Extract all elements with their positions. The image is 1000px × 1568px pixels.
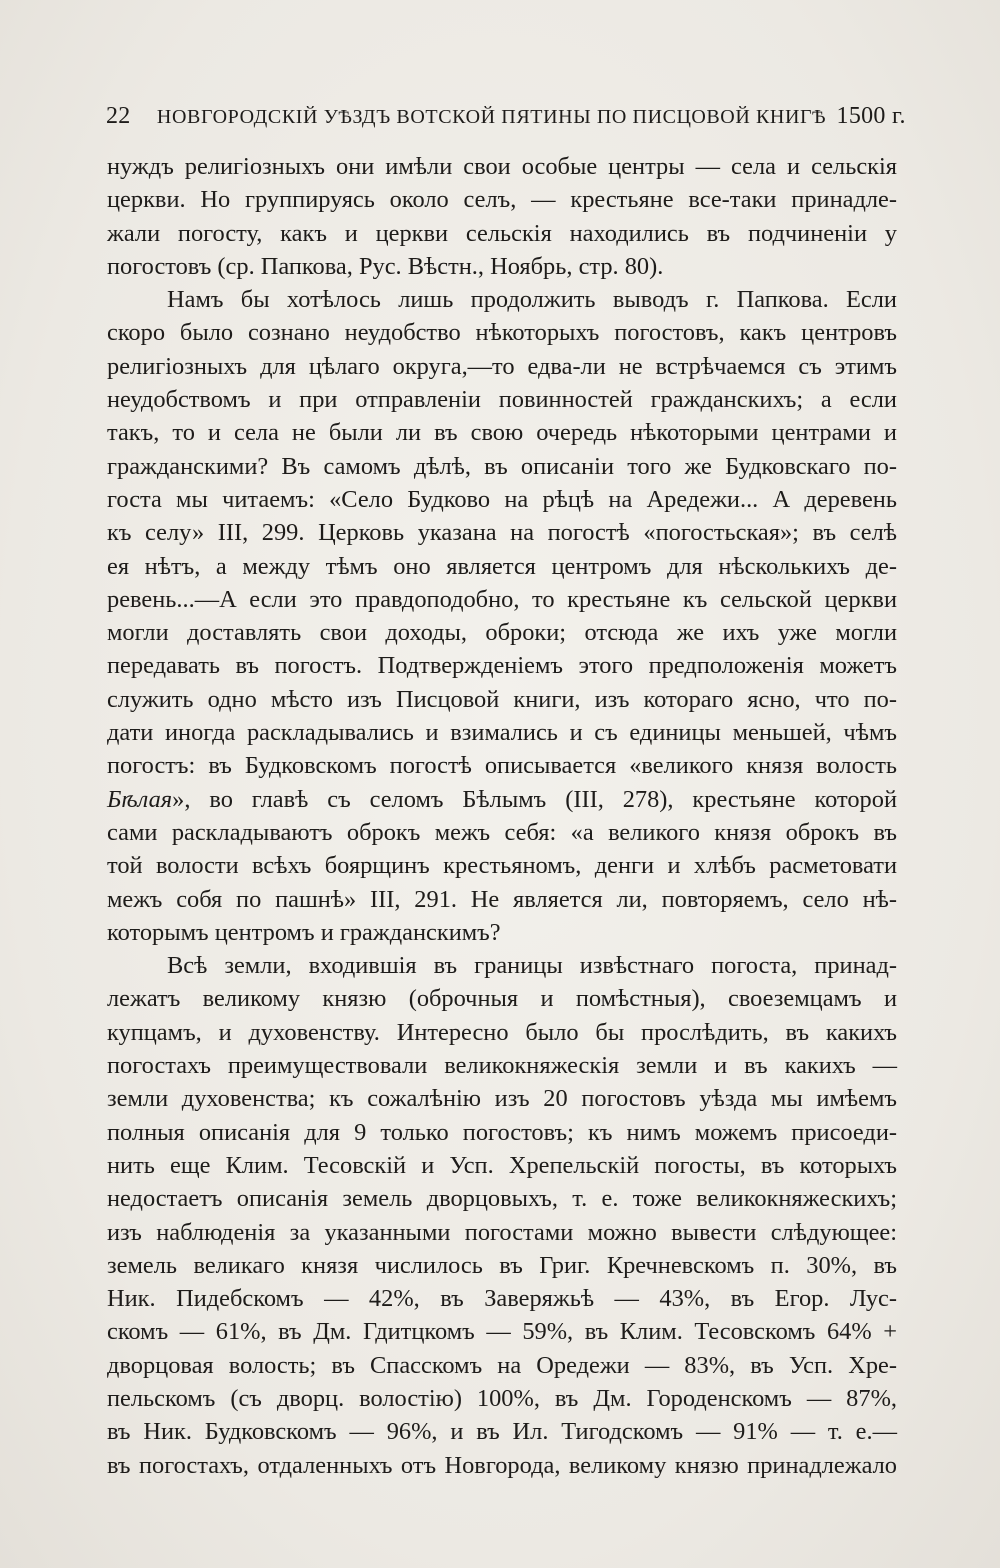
text-line: лежатъ великому князю (оброчныя и помѣстныя), своеземцамъ и	[107, 985, 897, 1013]
text-line: ревень...—А если это правдоподобно, то крестьяне къ сельской церкви	[107, 585, 897, 613]
text-line: Ник. Пидебскомъ — 42%, въ Заверяжьѣ — 43%, въ Егор. Лус-	[107, 1285, 897, 1313]
text-line: полныя описанія для 9 только погостовъ; къ нимъ можемъ присоеди-	[107, 1118, 897, 1146]
text-line: неудобствомъ и при отправленіи повинностей гражданскихъ; а если	[107, 386, 897, 414]
text-line: той волости всѣхъ боярщинъ крестьяномъ, денги и хлѣбъ расметовати	[107, 852, 897, 880]
italic-word: Бѣлая	[107, 785, 173, 813]
text-line: гражданскими? Въ самомъ дѣлѣ, въ описаніи того же Будковскаго по-	[107, 452, 897, 480]
text-line: погостахъ преимуществовали великокняжескія земли и въ какихъ —	[107, 1052, 897, 1080]
running-title: НОВГОРОДСКІЙ УѢЗДЪ ВОТСКОЙ ПЯТИНЫ ПО ПИСЦОВОЙ КНИГѢ	[156, 106, 827, 128]
text-line: жали погосту, какъ и церкви сельскія находились въ подчиненіи у	[107, 219, 897, 247]
text-line: купцамъ, и духовенству. Интересно было бы прослѣдить, въ какихъ	[107, 1018, 897, 1046]
text-line: дворцовая волость; въ Спасскомъ на Оредежи — 83%, въ Усп. Хре-	[107, 1351, 897, 1379]
text-line-italic	[107, 783, 897, 816]
text-line: такъ, то и села не были ли въ свою очередь нѣкоторыми центрами и	[107, 419, 897, 447]
text-line: нить еще Клим. Тесовскій и Усп. Хрепельскій погосты, въ которыхъ	[107, 1151, 897, 1179]
text-line: передавать въ погостъ. Подтвержденіемъ этого предположенія можетъ	[107, 652, 897, 680]
text-line: Намъ бы хотѣлось лишь продолжить выводъ г. Папкова. Если	[167, 286, 897, 314]
text-line: къ селу» III, 299. Церковь указана на погостѣ «погостьская»; въ селѣ	[107, 519, 897, 547]
text-line: въ Ник. Будковскомъ — 96%, и въ Ил. Тигодскомъ — 91% — т. е.—	[107, 1418, 897, 1446]
text-line: Всѣ земли, входившія въ границы извѣстнаго погоста, принад-	[167, 952, 897, 980]
text-line: служить одно мѣсто изъ Писцовой книги, изъ котораго ясно, что по-	[107, 685, 897, 713]
text-line: которымъ центромъ и гражданскимъ?	[107, 918, 501, 946]
text-line-rest: », во главѣ съ селомъ Бѣлымъ (III, 278), крестьяне которой	[172, 785, 897, 813]
text-line: изъ наблюденія за указанными погостами можно вывести слѣдующее:	[107, 1218, 897, 1246]
text-line: нуждъ религіозныхъ они имѣли свои особые центры — села и сельскія	[107, 153, 897, 180]
text-line: въ погостахъ, отдаленныхъ отъ Новгорода, великому князю принадлежало	[107, 1451, 897, 1479]
text-line: церкви. Но группируясь около селъ, — крестьяне все-таки принадле-	[107, 186, 897, 214]
running-title-year: 1500 г.	[836, 103, 906, 129]
text-line: госта мы читаемъ: «Село Будково на рѣцѣ на Аредежи... А деревень	[107, 485, 897, 513]
text-line: скомъ — 61%, въ Дм. Гдитцкомъ — 59%, въ Клим. Тесовскомъ 64% +	[107, 1318, 897, 1346]
body-text	[107, 150, 897, 1482]
text-line: сами раскладываютъ оброкъ межъ себя: «а великого князя оброкъ въ	[107, 818, 897, 846]
text-line: погостъ: въ Будковскомъ погостѣ описывается «великого князя волость	[107, 752, 897, 780]
text-line: межъ собя по пашнѣ» III, 291. Не является ли, повторяемъ, село нѣ-	[107, 885, 897, 913]
text-line: дати иногда раскладывались и взимались и съ единицы меньшей, чѣмъ	[107, 719, 897, 747]
running-header	[106, 103, 906, 130]
text-line: могли доставлять свои доходы, оброки; отсюда же ихъ уже могли	[107, 619, 897, 647]
text-line: земель великаго князя числилось въ Григ. Кречневскомъ п. 30%, въ	[107, 1251, 897, 1279]
text-line: скоро было сознано неудобство нѣкоторыхъ погостовъ, какъ центровъ	[107, 319, 897, 347]
page-number: 22	[106, 103, 131, 129]
text-line: ея нѣтъ, а между тѣмъ оно является центромъ для нѣсколькихъ де-	[107, 552, 897, 580]
text-line: пельскомъ (съ дворц. волостію) 100%, въ Дм. Городенскомъ — 87%,	[107, 1384, 897, 1412]
text-line: религіозныхъ для цѣлаго округа,—то едва-ли не встрѣчаемся съ этимъ	[107, 352, 897, 380]
text-line: земли духовенства; къ сожалѣнію изъ 20 погостовъ уѣзда мы имѣемъ	[107, 1085, 897, 1113]
text-line: недостаетъ описанія земель дворцовыхъ, т. е. тоже великокняжескихъ;	[107, 1185, 897, 1213]
text-line: погостовъ (ср. Папкова, Рус. Вѣстн., Ноябрь, стр. 80).	[107, 252, 664, 280]
